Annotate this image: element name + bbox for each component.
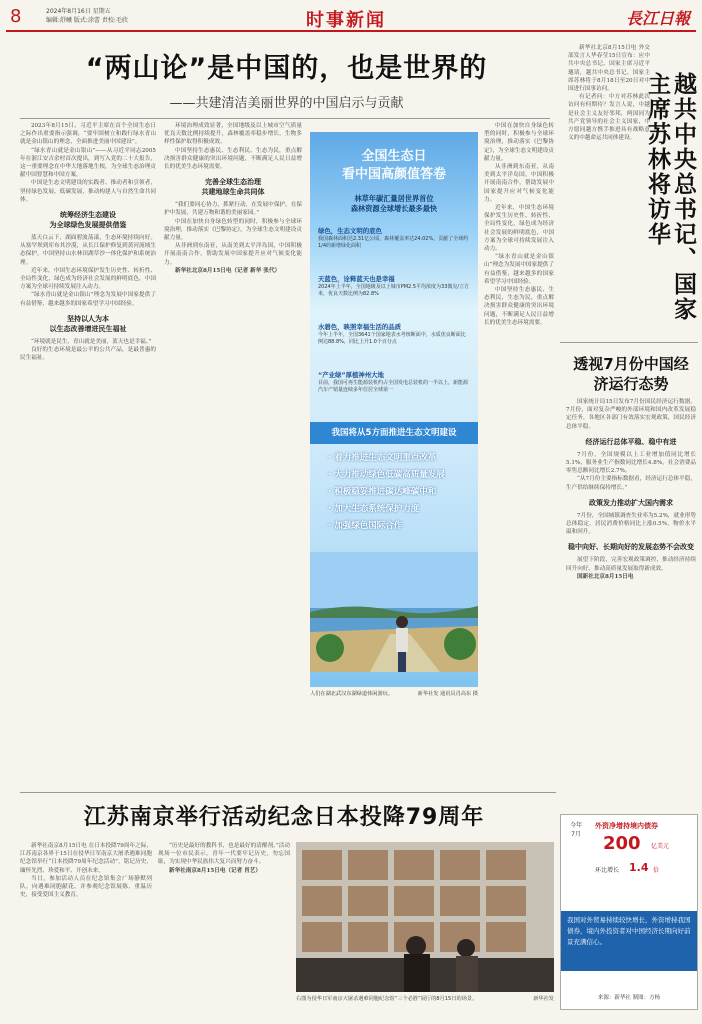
section-subheading: 稳中向好、长期向好的发展态势不会改变 xyxy=(568,543,694,552)
ad-yoy-unit: 倍 xyxy=(653,867,660,874)
newspaper-logo: 長江日報 xyxy=(625,9,690,28)
infographic-tagline: 林草年碳汇量居世界首位 森林资源全球增长最多最快 xyxy=(350,194,438,213)
bond-holdings-ad xyxy=(560,814,698,1010)
ad-headline: 外资净增持境内债券 xyxy=(595,822,658,830)
infographic-point: · 积极稳妥推进碳达峰碳中和 xyxy=(328,487,437,497)
infographic-point: · 加强绿色国际合作 xyxy=(328,521,403,531)
main-headline: “两山论”是中国的，也是世界的 xyxy=(85,53,488,84)
memorial-caption-text: 右图为侵华日军南京大屠杀遇难同胞纪念馆“三个必胜”展厅的8月15日的场景。 xyxy=(296,996,478,1002)
infographic-point: · 加大生态系统保护力度 xyxy=(328,504,420,514)
header-editors: 编辑:舒曦 版式:涂蕾 责校:毛欣 xyxy=(46,17,128,24)
article-paragraph: “从7月份主要指标数据看，经济运行总体平稳，生产供给继续保持增长。” xyxy=(566,476,696,491)
article-paragraph: 7月份，全国城镇调查失业率为5.2%，就业形势总体稳定。居民消费价格同比上涨0.5%，物价水平温和回升。 xyxy=(566,512,696,536)
article-paragraph: 中国坚持生态惠民、生态利民、生态为民，重点解决损害群众健康的突出环境问题，不断满足人民日益增长的优美生态环境需要。 xyxy=(484,287,554,326)
infographic-band: 我国将从5方面推进生态文明建设 xyxy=(310,422,478,444)
article-paragraph: 当日，参加活动人员在纪念馆集会广场静默列队，向遇难同胞献花，并参观纪念馆展陈，重温历史，接受爱国主义教育。 xyxy=(20,875,152,899)
infographic-point: · 着力推进生态文明重点改革 xyxy=(328,453,437,463)
ecology-infographic xyxy=(310,132,478,687)
memorial-photo-credit: 新华社发 xyxy=(533,996,554,1002)
infographic-section-heading: 水碧色，映照幸福生活的品质 xyxy=(318,323,402,331)
ad-source: 来源：新华社 制图：方杨 xyxy=(597,995,661,1001)
article-paragraph: 中国是生态文明建设的实践者、推动者和引领者，坚持绿色发展、低碳发展，推动构建人与自然生命共同体。 xyxy=(20,180,156,203)
infographic-points xyxy=(328,450,468,535)
article-paragraph: “绿水青山就是金山银山”理念为发展中国家提供了有益借鉴，越来越多的国家希望学习中国经验。 xyxy=(484,254,554,285)
article-paragraph: 有记者问：中方对苏林此次访问有何期待？发言人说，中越是社会主义友好邻邦，两国同为共产党领导的社会主义国家，中方愿同越方携手推进具有战略意义的中越命运共同体建设。 xyxy=(568,94,650,142)
main-subheadline: ——共建清洁美丽世界的中国启示与贡献 xyxy=(169,96,404,111)
article-paragraph: 国家统计局15日发布7月份国民经济运行数据。7月份，面对复杂严峻的外部环境和国内改革发展稳定任务，各地区各部门有效落实宏观政策，国民经济总体平稳。 xyxy=(566,399,696,430)
economy-headline: 透视7月份中国经济运行态势 xyxy=(573,355,689,393)
ad-stat-panel xyxy=(561,815,697,895)
infographic-section-text: 今年上半年，全国3641个国家地表水考核断面中，水质优良断面比例达88.8%，同比上升1.0个百分点 xyxy=(318,332,466,345)
section-subheading: 坚持以人为本 以生态改善增进民生福祉 xyxy=(49,314,127,333)
memorial-hall-photo xyxy=(296,842,554,992)
main-story-column-2 xyxy=(164,122,302,782)
article-paragraph: 中国在加快自身绿色转型的同时，积极参与全球环境治理，推动落实《巴黎协定》，为全球生态文明建设贡献力量。 xyxy=(484,123,554,162)
divider xyxy=(20,792,556,793)
infographic-section-heading: “产业绿”厚植神州大地 xyxy=(318,371,384,379)
section-subheading: 经济运行总体平稳、稳中有进 xyxy=(585,437,677,446)
main-story-column-3 xyxy=(484,122,554,782)
article-paragraph: 环境治理成效显著，全国地级及以上城市空气质量优良天数比例持续提升，森林覆盖率稳步增长，生物多样性保护取得积极成效。 xyxy=(164,123,302,146)
article-paragraph: 新华社南京8月15日电 在日本投降79周年之际，江苏南京各界于15日在侵华日军南京大屠杀遇难同胞纪念馆举行“日本投降79周年纪念活动”，铭记历史、缅怀先烈、珍爱和平、开创未来。 xyxy=(20,843,152,874)
main-story-column-1 xyxy=(20,122,156,782)
divider xyxy=(20,118,550,119)
infographic-section-heading: 天蓝色，诠释蓝天也是幸福 xyxy=(318,275,395,283)
article-paragraph: 近年来，中国生态环境保护发生历史性、转折性、全局性变化，绿色成为经济社会发展的鲜明底色，中国方案为全球可持续发展注入动力。 xyxy=(484,205,554,253)
article-paragraph: 良好的生态环境是最公平的公共产品，是最普惠的民生福祉。 xyxy=(20,347,156,362)
article-paragraph: 中国坚持生态惠民、生态利民、生态为民，重点解决损害群众健康的突出环境问题，不断满足人民日益增长的优美生态环境需要。 xyxy=(164,147,302,171)
article-paragraph: 中国在加快自身绿色转型的同时，积极参与全球环境治理，推动落实《巴黎协定》，为全球生态文明建设贡献力量。 xyxy=(164,218,302,242)
article-paragraph: 7月份，全国规模以上工业增加值同比增长5.1%，服务业生产指数同比增长4.8%，社会消费品零售总额同比增长2.7%。 xyxy=(566,451,696,475)
infographic-point: · 大力推动绿色低碳高质量发展 xyxy=(328,470,445,480)
article-paragraph: 近年来，中国生态环境保护发生历史性、转折性、全局性变化，绿色成为经济社会发展的鲜明底色，中国方案为全球可持续发展注入动力。 xyxy=(20,267,156,291)
header-date: 2024年8月16日 星期五 xyxy=(46,8,111,15)
article-paragraph: 从非洲到东南亚，从南美到太平洋岛国，中国积极开展南南合作，帮助发展中国家提升应对气候变化能力。 xyxy=(484,164,554,203)
article-paragraph: 2023年8月15日，习近平主席在首个全国生态日之际作出重要指示强调，“要牢固树立和践行绿水青山就是金山银山的理念，全面推进美丽中国建设”。 xyxy=(20,123,156,146)
article-paragraph: 蓝天白云下，湖面碧波荡漾，生态环境持续向好。从塞罕坝到库布其沙漠，从长江保护修复到黄河流域生态保护，中国坚持山水林田湖草沙一体化保护和系统治理。 xyxy=(20,235,156,266)
article-paragraph: “绿水青山就是金山银山”——从习近平同志2005年在浙江安吉余村首次提出，到写入党的二十大报告，这一重要理念在中华大地落地生根，为全球生态治理贡献中国智慧和中国方案。 xyxy=(20,147,156,179)
ad-body-text: 我国对外贸易持续较快增长，外资增持我国债券，境内外投资者对中国经济长期向好前景充满信心。 xyxy=(561,911,697,971)
article-paragraph: 新华社北京8月15日电 外交部发言人华春莹15日宣布：应中共中央总书记、国家主席习近平邀请，越共中央总书记、国家主席苏林将于8月18日至20日对中国进行国事访问。 xyxy=(568,45,650,93)
visit-story-vertical-headline: 越共中央总书记、国家主席苏林将访华 xyxy=(644,72,696,322)
divider xyxy=(560,342,698,343)
visit-story-text xyxy=(568,44,650,334)
nanjing-headline: 江苏南京举行活动纪念日本投降79周年 xyxy=(83,805,485,830)
section-subheading: 政策发力推动扩大国内需求 xyxy=(589,498,673,507)
article-byline: 新华社北京8月15日电（记者 新华 张代） xyxy=(175,267,281,274)
photo-caption-text: 人们在湖北武汉东湖绿道休闲游玩。 xyxy=(310,691,394,697)
economy-story-text xyxy=(566,398,696,788)
photo-credit: 新华社发 通讯员肖高东 摄 xyxy=(417,691,478,697)
ad-month-label: 今年 7月 xyxy=(569,822,582,838)
infographic-section-heading: 绿色，生态文明的底色 xyxy=(318,227,382,235)
ad-big-number: 200 xyxy=(603,833,641,854)
article-paragraph: 从非洲到东南亚，从南美到太平洋岛国，中国积极开展南南合作，帮助发展中国家提升应对气候变化能力。 xyxy=(164,243,302,266)
page-header xyxy=(6,4,696,32)
page-number: 8 xyxy=(10,6,22,27)
section-name: 时事新闻 xyxy=(306,10,386,31)
article-paragraph: “绿水青山就是金山银山”理念为发展中国家提供了有益借鉴，越来越多的国家希望学习中国经验。 xyxy=(20,292,156,307)
infographic-section-text: 2024年上半年，全国地级及以上城市PM2.5平均浓度为33微克/立方米，优良天数比例为82.8% xyxy=(318,284,470,297)
article-paragraph: “历史是最好的教科书，也是最好的清醒剂。”活动现场一位市民表示，青年一代要牢记历史，勿忘国耻，为实现中华民族伟大复兴而努力奋斗。 xyxy=(158,843,290,866)
nanjing-story-column-1 xyxy=(20,842,152,1018)
photo-caption xyxy=(310,690,478,697)
article-byline: 新华社南京8月15日电（记者 肖艺） xyxy=(169,867,261,874)
memorial-photo-caption xyxy=(296,996,554,1003)
ad-yoy-value: 1.4 xyxy=(629,861,649,874)
article-paragraph: 展望下阶段，完善宏观政策调控，推动经济持续回升向好，推动高质量发展取得新成效。 xyxy=(566,557,696,572)
article-paragraph: “我们要同心协力，抓紧行动，在发展中保护，在保护中发展，共建万物和谐的美丽家园。” xyxy=(164,202,302,217)
ad-yoy-label: 环比增长 xyxy=(595,867,620,874)
section-subheading: 统筹经济生态建设 为全球绿色发展提供借鉴 xyxy=(49,211,127,230)
infographic-title: 全国生态日 看中国高颜值答卷 xyxy=(341,149,446,182)
nanjing-story-column-2 xyxy=(158,842,290,1018)
infographic-section-text: 我国森林面积达2.31亿公顷，森林覆盖率达24.02%，贡献了全球约1/4的新增绿化面积 xyxy=(318,236,469,249)
ad-big-unit: 亿美元 xyxy=(651,843,670,850)
article-byline: 国新社北京8月15日电 xyxy=(577,573,634,580)
lake-greenway-photo xyxy=(310,552,478,672)
section-subheading: 完善全球生态治理 共建地球生命共同体 xyxy=(201,178,265,197)
infographic-section-text: 目前，我国可再生能源装机约占全国发电总装机的一半以上，新能源汽车产销量连续多年位居全球第一 xyxy=(318,380,469,393)
article-paragraph: “环境就是民生，青山就是美丽，蓝天也是幸福。” xyxy=(31,338,152,345)
header-date-editors xyxy=(46,7,128,25)
